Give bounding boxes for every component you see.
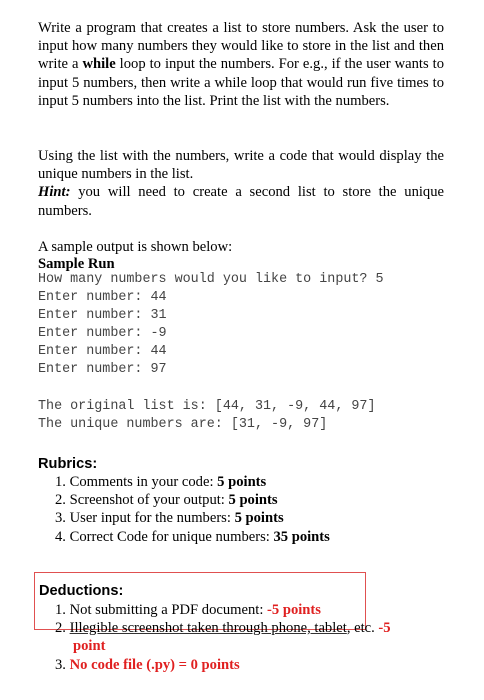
rubric-item: 1. Comments in your code: 5 points [55, 474, 267, 490]
unique-instruction-text: Using the list with the numbers, write a code that would display the unique numbers in the list. [38, 148, 444, 183]
hint-text: you will need to create a second list to store the unique numbers. [38, 184, 444, 219]
original-list-output: The original list is: [44, 31, -9, 44, 97] [38, 399, 376, 414]
instruction-paragraph-2 [38, 147, 444, 220]
deduction-item: 1. Not submitting a PDF document: -5 points [55, 602, 321, 618]
rubric-item: 2. Screenshot of your output: 5 points [55, 492, 278, 509]
deductions-title: Deductions: [39, 583, 124, 599]
deduction-item: 2. Illegible screenshot taken through phone, tablet, etc. -5 [55, 620, 391, 637]
hint-label: Hint: [38, 184, 71, 201]
sample-line: Enter number: 31 [38, 308, 167, 323]
sample-line: How many numbers would you like to input? 5 [38, 272, 384, 287]
instruction-text-a: Write a program that creates a list to store numbers. Ask the user to input how many numbers they would like to store in the list and then write a [38, 20, 444, 73]
sample-line: Enter number: -9 [38, 326, 167, 341]
instruction-text-b: loop to input the numbers. For e.g., if the user wants to input 5 numbers, then write a while loop that would run five times to input 5 numbers into the list. Print the list with the numbers. [38, 56, 444, 109]
sample-line: Enter number: 97 [38, 362, 167, 377]
deduction-item: 3. No code file (.py) = 0 points [55, 656, 240, 673]
rubrics-title: Rubrics: [38, 456, 98, 472]
instruction-bold-while: while [82, 56, 116, 73]
deduction-item-continued: point [73, 638, 106, 655]
sample-line: Enter number: 44 [38, 290, 167, 305]
deductions-list [55, 601, 391, 674]
sample-intro: A sample output is shown below: [38, 239, 233, 255]
instruction-paragraph-1 [38, 19, 444, 110]
sample-run-title: Sample Run [38, 256, 115, 272]
unique-list-output: The unique numbers are: [31, -9, 97] [38, 417, 328, 432]
rubric-item: 3. User input for the numbers: 5 points [55, 510, 284, 527]
rubric-item: 4. Correct Code for unique numbers: 35 points [55, 528, 330, 545]
sample-line: Enter number: 44 [38, 344, 167, 359]
rubrics-list [55, 473, 330, 546]
